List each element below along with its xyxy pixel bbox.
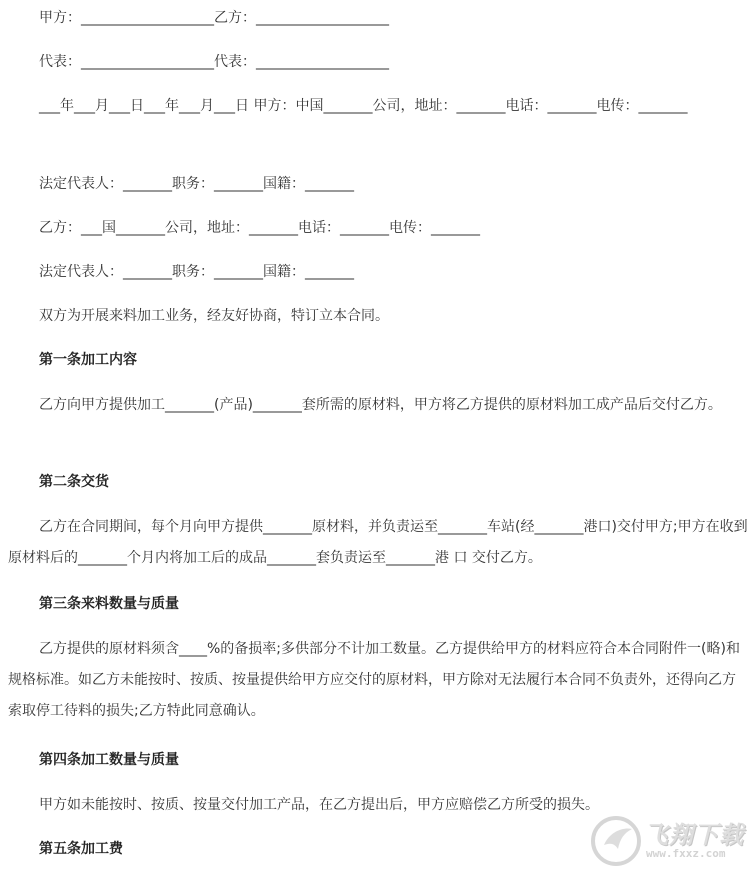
article-3-heading: 第三条来料数量与质量	[39, 596, 179, 612]
article-4-body: 甲方如未能按时、按质、按量交付加工产品，在乙方提出后，甲方应赔偿乙方所受的损失。	[39, 797, 599, 813]
article-1-body: 乙方向甲方提供加工_______(产品)_______套所需的原材料，甲方将乙方提供的原材料加工成产品后交付乙方。	[39, 397, 722, 413]
date-party-a-info: ___年___月___日___年___月___日 甲方：中国_______公司，地址：_______电话：_______电传：_______	[39, 98, 688, 114]
representative-line: 代表：___________________代表：___________________	[39, 54, 389, 70]
party-a-legal-rep: 法定代表人：_______职务：_______国籍：_______	[39, 176, 354, 192]
fxxz-logo-icon	[590, 815, 642, 867]
watermark-brand: 飞翔下载	[644, 821, 744, 849]
party-b-legal-rep: 法定代表人：_______职务：_______国籍：_______	[39, 264, 354, 280]
watermark-url: www.fxxz.com	[646, 847, 726, 860]
article-1-heading: 第一条加工内容	[39, 352, 137, 368]
party-a-b-line: 甲方：___________________乙方：___________________	[39, 10, 389, 26]
party-b-info: 乙方：___国_______公司，地址：_______电话：_______电传：_______	[39, 220, 480, 236]
article-5-heading: 第五条加工费	[39, 841, 123, 857]
preamble: 双方为开展来料加工业务，经友好协商，特订立本合同。	[39, 308, 389, 324]
article-3-body: 乙方提供的原材料须含____%的备损率;多供部分不计加工数量。乙方提供给甲方的材料应符合本合同附件一(略)和规格标准。如乙方未能按时、按质、按量提供给甲方应交付的原材料，甲方除对无法履行本合同不负责外，还得向乙方索取停工待料的损失;乙方特此同意确认。	[8, 641, 740, 719]
article-4-heading: 第四条加工数量与质量	[39, 752, 179, 768]
article-2-heading: 第二条交货	[39, 474, 109, 490]
article-2-body: 乙方在合同期间，每个月向甲方提供_______原材料，并负责运至_______车站(经_______港口)交付甲方;甲方在收到原材料后的_______个月内将加工后的成品_______套负责运至_______港 口 交付乙方。	[8, 519, 748, 566]
site-watermark	[590, 813, 750, 869]
